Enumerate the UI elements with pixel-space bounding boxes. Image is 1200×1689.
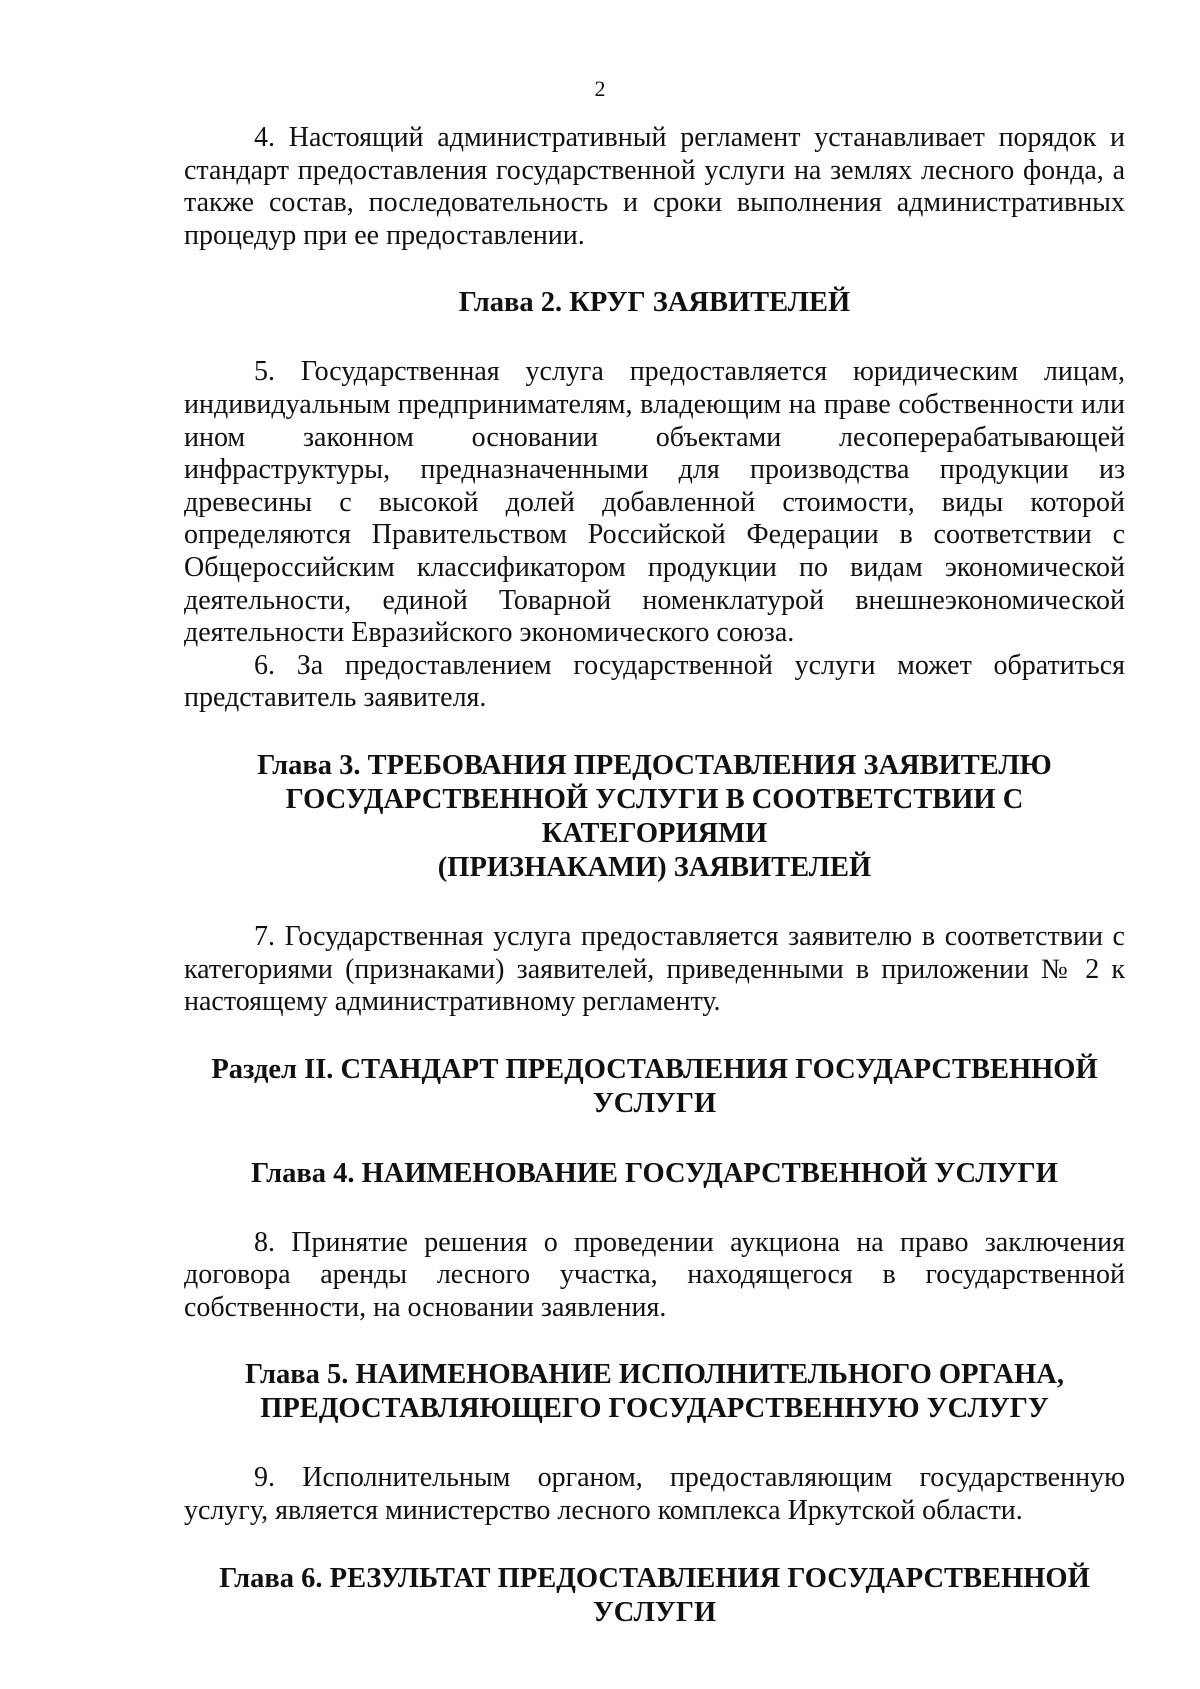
section-2-heading-line-2: УСЛУГИ <box>592 1087 717 1119</box>
chapter-5-heading-line-2: ПРЕДОСТАВЛЯЮЩЕГО ГОСУДАРСТВЕННУЮ УСЛУГУ <box>260 1393 1049 1425</box>
section-2-heading <box>184 1053 1125 1121</box>
chapter-6-heading-line-1: Глава 6. РЕЗУЛЬТАТ ПРЕДОСТАВЛЕНИЯ ГОСУДАРСТВЕННОЙ <box>219 1562 1090 1594</box>
paragraph-6: 6. За предоставлением государственной услуги может обратиться представитель заявителя. <box>184 649 1125 714</box>
chapter-3-heading-line-2: ГОСУДАРСТВЕННОЙ УСЛУГИ В СООТВЕТСТВИИ С КАТЕГОРИЯМИ <box>285 783 1024 849</box>
chapter-4-heading: Глава 4. НАИМЕНОВАНИЕ ГОСУДАРСТВЕННОЙ УСЛУГИ <box>251 1157 1058 1189</box>
paragraph-8: 8. Принятие решения о проведении аукциона на право заключения договора аренды лесного участка, находящегося в государственной собственности, на основании заявления. <box>184 1226 1125 1323</box>
document-body <box>184 122 1125 1630</box>
chapter-6-heading <box>184 1562 1125 1630</box>
page-number: 2 <box>594 76 606 101</box>
paragraph-5: 5. Государственная услуга предоставляется юридическим лицам, индивидуальным предпринимателям, владеющим на праве собственности или ином законном основании объектами лесоперерабатывающей инфраструктуры, предназначенными для производства продукции из древесины с высокой долей добавленной стоимости, виды которой определяются Правительством Российской Федерации в соответствии с Общероссийским классификатором продукции по видам экономической деятельности, единой Товарной номенклатурой внешнеэкономической деятельности Евразийского экономического союза. <box>184 356 1125 649</box>
chapter-2-heading: Глава 2. КРУГ ЗАЯВИТЕЛЕЙ <box>458 287 851 319</box>
chapter-6-heading-line-2: УСЛУГИ <box>592 1596 717 1628</box>
paragraph-7: 7. Государственная услуга предоставляется заявителю в соответствии с категориями (признаками) заявителей, приведенными в приложении № 2 к настоящему административному регламенту. <box>184 920 1125 1018</box>
chapter-3-heading-line-1: Глава 3. ТРЕБОВАНИЯ ПРЕДОСТАВЛЕНИЯ ЗАЯВИТЕЛЮ <box>257 749 1052 781</box>
section-2-heading-line-1: Раздел II. СТАНДАРТ ПРЕДОСТАВЛЕНИЯ ГОСУДАРСТВЕННОЙ <box>211 1053 1098 1085</box>
chapter-5-heading-line-1: Глава 5. НАИМЕНОВАНИЕ ИСПОЛНИТЕЛЬНОГО ОРГАНА, <box>245 1359 1064 1391</box>
chapter-5-heading <box>184 1358 1125 1426</box>
paragraph-9: 9. Исполнительным органом, предоставляющим государственную услугу, является министерство лесного комплекса Иркутской области. <box>184 1462 1125 1527</box>
chapter-3-heading-line-3: (ПРИЗНАКАМИ) ЗАЯВИТЕЛЕЙ <box>437 851 872 883</box>
paragraph-4: 4. Настоящий административный регламент устанавливает порядок и стандарт предоставления государственной услуги на землях лесного фонда, а также состав, последовательность и сроки выполнения административных процедур при ее предоставлении. <box>184 122 1125 251</box>
chapter-3-heading <box>184 749 1125 885</box>
